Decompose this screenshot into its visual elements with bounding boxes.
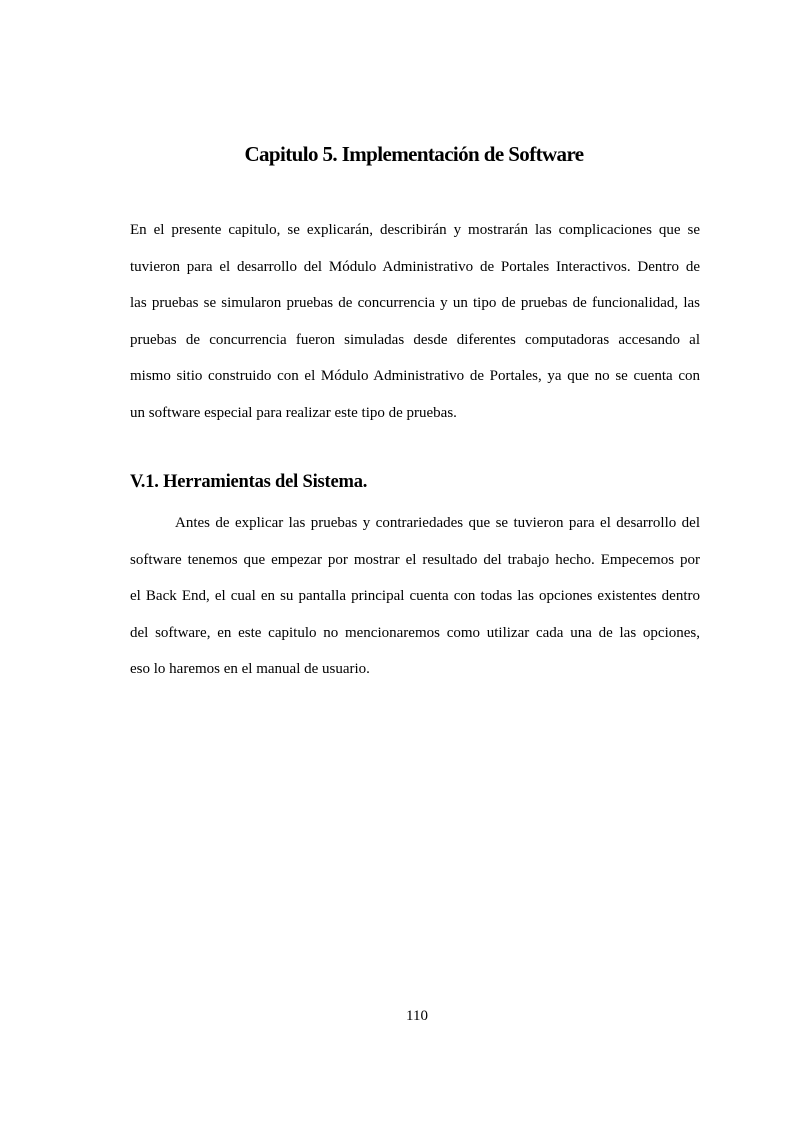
intro-line: pruebas de concurrencia fueron simuladas desde diferentes computadoras accesando al <box>130 331 700 348</box>
section-line: eso lo haremos en el manual de usuario. <box>130 661 370 677</box>
chapter-title: Capitulo 5. Implementación de Software <box>244 142 584 166</box>
intro-line: En el presente capitulo, se explicarán, describirán y mostrarán las complicaciones que se <box>130 222 700 238</box>
section-heading: V.1. Herramientas del Sistema. <box>130 472 368 492</box>
section-line: Antes de explicar las pruebas y contrariedades que se tuvieron para el desarrollo del <box>175 515 700 531</box>
page-number: 110 <box>406 1008 428 1024</box>
intro-line: las pruebas se simularon pruebas de concurrencia y un tipo de pruebas de funcionalidad, las <box>130 295 700 311</box>
section-paragraph <box>130 505 700 688</box>
intro-line: un software especial para realizar este tipo de pruebas. <box>130 404 457 421</box>
section-line: del software, en este capitulo no mencionaremos como utilizar cada una de las opciones, <box>130 624 700 641</box>
intro-paragraph <box>130 212 700 431</box>
intro-line: mismo sitio construido con el Módulo Administrativo de Portales, ya que no se cuenta con <box>130 368 700 384</box>
section-line: el Back End, el cual en su pantalla principal cuenta con todas las opciones existentes dentro <box>130 588 700 604</box>
intro-line: tuvieron para el desarrollo del Módulo Administrativo de Portales Interactivos. Dentro de <box>130 258 700 275</box>
section-line: software tenemos que empezar por mostrar el resultado del trabajo hecho. Empecemos por <box>130 551 700 568</box>
